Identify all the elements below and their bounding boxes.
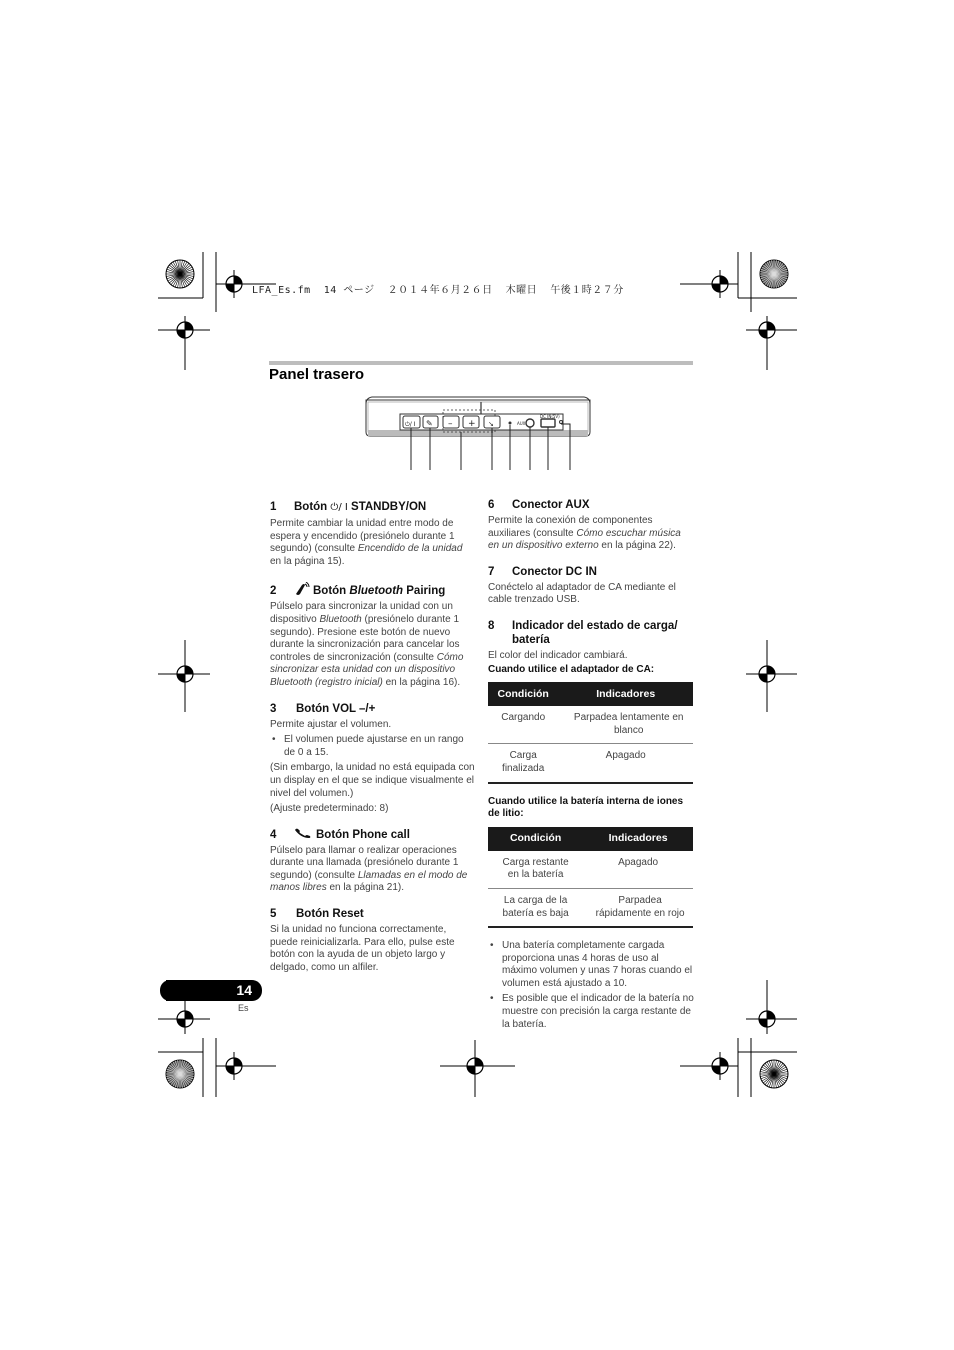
table-ac-col-condition: Condición <box>488 682 558 706</box>
item-3-title: Botón VOL –/+ <box>296 702 376 715</box>
item-8-text: El color del indicador cambiará. <box>488 649 628 661</box>
page-number-tab: 14 <box>166 980 262 1001</box>
item-6-title: Conector AUX <box>512 499 590 511</box>
callout-number: 1 <box>408 476 414 487</box>
table-battery-header <box>488 827 693 851</box>
phone-icon-svg <box>294 828 312 838</box>
power-symbol: ⏻/ I <box>330 502 348 513</box>
item-2-heading <box>270 580 476 598</box>
item-4-title: Botón Phone call <box>316 828 410 841</box>
item-6-text-a: Permite la conexión de componentes auxiliares (consulte <box>488 515 653 539</box>
item-5-text: Si la unidad no funciona correctamente, puede reinicializarla. Para ello, pulse este botón con la ayuda de un objeto largo y delgado, como un alfiler. <box>270 924 455 973</box>
item-2-number: 2 <box>270 585 277 598</box>
item-6-text <box>488 515 694 553</box>
table-cell: Carga finalizada <box>488 744 558 783</box>
table-cell: Parpadea lentamente en blanco <box>573 712 684 736</box>
item-3-default: (Ajuste predeterminado: 8) <box>270 803 389 815</box>
table-cell: Apagado <box>618 856 659 868</box>
table-cell: Cargando <box>501 712 546 724</box>
table-row <box>488 706 693 744</box>
note-bullet-2: • Es posible que el indicador de la batería no muestre con precisión la carga restante de la batería. <box>488 993 694 1031</box>
item-4-number: 4 <box>270 828 277 841</box>
item-2-title-italic: Bluetooth <box>349 585 404 598</box>
table-battery-caption: Cuando utilice la batería interna de iones de litio: <box>488 795 684 820</box>
callout-number: 8 <box>567 476 573 487</box>
item-2-text-italic-1: Bluetooth <box>319 613 362 625</box>
item-5-heading <box>270 907 476 921</box>
power-button-label: ⏻/ I <box>405 421 416 428</box>
callout-number: 3 <box>458 476 464 487</box>
item-7-title: Conector DC IN <box>512 565 597 578</box>
item-2-text-a: Púlselo para sincronizar la unidad con un dispositivo <box>270 601 453 625</box>
table-row <box>488 888 693 927</box>
item-6-heading <box>488 498 694 512</box>
bt-pairing-icon: ✎ <box>426 419 433 428</box>
bluetooth-pairing-icon <box>294 580 313 598</box>
item-1-text-italic: Encendido de la unidad <box>357 543 463 555</box>
table-cell: La carga de la batería es baja <box>488 888 583 927</box>
bt-icon-svg <box>294 582 310 596</box>
item-6-text-italic: Cómo escuchar música en un dispositivo externo <box>488 527 681 552</box>
item-3-bullet: • El volumen puede ajustarse en un rango de 0 a 15. <box>270 734 476 759</box>
vol-plus-label: + <box>468 419 476 429</box>
item-3-heading <box>270 702 476 716</box>
phone-call-icon <box>294 828 316 842</box>
table-cell: Parpadea rápidamente en rojo <box>583 888 693 927</box>
page-language: Es <box>238 1003 249 1013</box>
item-7-text: Conéctelo al adaptador de CA mediante el cable trenzado USB. <box>488 581 676 606</box>
table-ac-header <box>488 682 693 706</box>
callout-number: 2 <box>427 476 433 487</box>
item-4-heading <box>270 828 476 842</box>
table-ac-col-indicators: Indicadores <box>558 682 693 706</box>
item-1-text <box>270 518 476 568</box>
item-4-text-b: en la página 21). <box>326 882 404 894</box>
item-1-heading <box>270 500 476 515</box>
table-cell: Carga restante en la batería <box>502 856 569 881</box>
item-1-title-pre: Botón <box>294 501 331 513</box>
callout-number: 7 <box>545 476 551 487</box>
item-2-text-c: en la página 16). <box>382 676 461 688</box>
item-4-text <box>270 845 476 895</box>
item-7-heading <box>488 565 694 579</box>
item-2-title-pre: Botón <box>313 585 350 598</box>
item-2-text-b: (presiónelo durante 1 segundo). Presione este botón de nuevo durante la sincronización para cancelar los controles de sincronización (consulte <box>270 613 460 663</box>
item-2-text <box>270 601 476 689</box>
item-3-note: (Sin embargo, la unidad no está equipada con un display en el que se indique visualmente el nivel del volumen.) <box>270 762 475 799</box>
aux-label: AUX <box>517 421 526 426</box>
item-3-number: 3 <box>270 702 277 715</box>
table-battery <box>488 827 693 928</box>
item-1-text-a: Permite cambiar la unidad entre modo de espera y encendido (presiónelo durante 1 segundo) (consulte <box>270 518 455 555</box>
item-1-title-post: STANDBY/ON <box>347 501 427 513</box>
file-header-line: LFA_Es.fm 14 ページ ２０１４年６月２６日 木曜日 午後１時２７分 <box>252 285 624 296</box>
item-2-title-post: Pairing <box>403 585 446 598</box>
callout-numbers <box>408 476 573 487</box>
item-8-title: Indicador del estado de carga/ batería <box>512 619 678 646</box>
callout-number: 4 <box>489 476 495 487</box>
table-ac-caption: Cuando utilice el adaptador de CA: <box>488 663 655 675</box>
section-title: Panel trasero <box>269 366 365 383</box>
item-4-text-italic: Llamadas en el modo de manos libres <box>270 869 468 894</box>
item-3-text: Permite ajustar el volumen. <box>270 718 392 730</box>
dcin-label: DC IN(5V) <box>540 414 560 419</box>
item-8-heading <box>488 619 694 647</box>
item-1-number: 1 <box>270 501 277 513</box>
table-battery-col-condition: Condición <box>488 827 583 851</box>
phone-call-icon: ↘ <box>488 421 494 428</box>
item-5-title: Botón Reset <box>296 908 364 921</box>
item-8-number: 8 <box>488 619 495 632</box>
item-7-number: 7 <box>488 565 495 578</box>
item-5-number: 5 <box>270 908 277 921</box>
table-row <box>488 744 693 783</box>
callout-number: 5 <box>507 476 513 487</box>
left-column <box>270 500 476 986</box>
vol-minus-label: – <box>448 419 453 429</box>
item-2-text-italic-2: Cómo sincronizar esta unidad con un dispositivo Bluetooth (registro inicial) <box>270 651 464 688</box>
table-battery-col-indicators: Indicadores <box>583 827 693 851</box>
right-column <box>488 498 694 1034</box>
item-1-text-b: en la página 15). <box>270 555 345 567</box>
table-cell: Apagado <box>558 744 693 783</box>
item-6-text-b: en la página 22). <box>598 540 676 552</box>
table-ac <box>488 682 693 783</box>
callout-number: 6 <box>527 476 533 487</box>
item-4-text-a: Púlselo para llamar o realizar operaciones durante una llamada (presiónelo durante 1 segundo) (consulte <box>270 844 459 881</box>
table-row <box>488 851 693 889</box>
note-bullet-1: • Una batería completamente cargada proporciona unas 4 horas de uso al máximo volumen y unas 7 horas cuando el volumen está ajustado a 10. <box>488 940 694 990</box>
item-6-number: 6 <box>488 499 495 511</box>
